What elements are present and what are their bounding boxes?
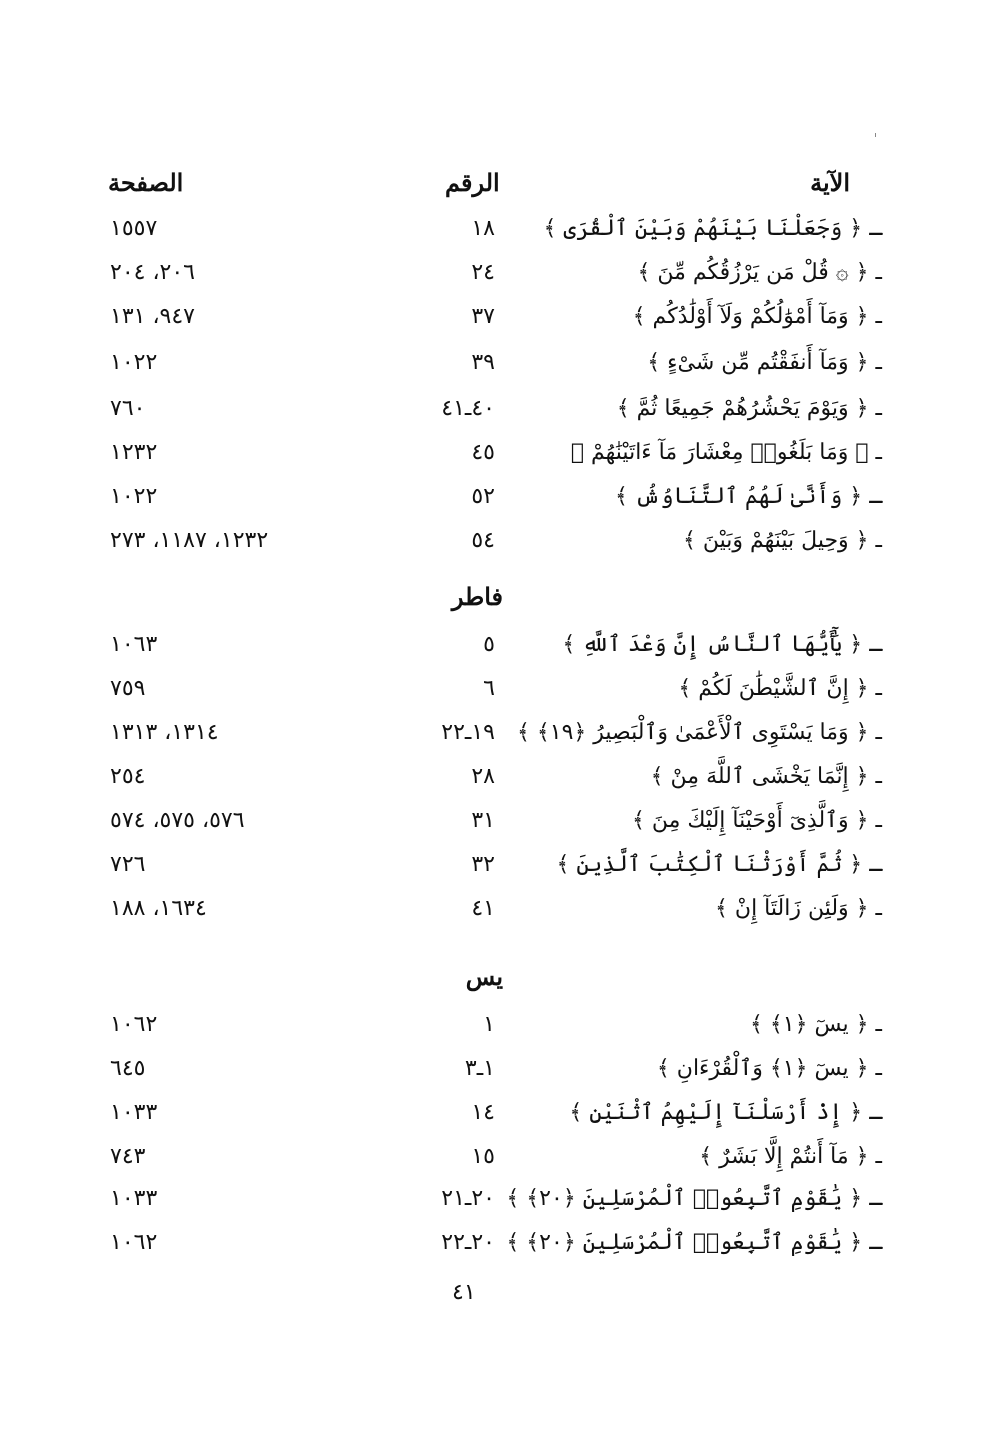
page-refs: ٦٤٥ <box>110 1056 146 1081</box>
page-refs: ١٢٣٢ <box>110 440 158 465</box>
page-refs: ١٠٢٢ <box>110 484 158 509</box>
ayah-number: ١٥ <box>471 1144 495 1169</box>
page-refs: ١٢٣٢، ١١٨٧، ٢٧٣ <box>110 528 269 553</box>
page-refs: ٧٢٦ <box>110 852 146 877</box>
ayah-text: ـ ﴿ وَمَآ أَمْوَٰلُكُمْ وَلَآ أَوْلَٰدُكُم ﴾ <box>632 304 882 329</box>
page-refs: ١٣١٤، ١٣١٣ <box>110 720 219 745</box>
table-row <box>0 440 1000 484</box>
ayah-text: ـ ﴿ إِنَّ ٱلشَّيْطَٰنَ لَكُمْ ﴾ <box>678 676 882 701</box>
table-row <box>0 720 1000 764</box>
ayah-number: ٤٥ <box>471 440 495 465</box>
ayah-number: ٤٠ـ٤١ <box>441 396 495 421</box>
table-row <box>0 852 1000 896</box>
ayah-text: ـ ﴿ يسٓ ﴿١﴾ وَٱلْقُرْءَانِ ﴾ <box>656 1056 882 1081</box>
page-refs: ٢٠٦، ٢٠٤ <box>110 260 195 285</box>
ayah-number: ٦ <box>483 676 495 701</box>
ayah-number: ٣٩ <box>471 350 495 375</box>
table-row <box>0 764 1000 808</box>
page-refs: ١٠٣٣ <box>110 1100 158 1125</box>
ayah-number: ٢٠ـ٢١ <box>441 1186 495 1211</box>
ayah-text: ـ ﴿ وَمَا يَسْتَوِى ٱلْأَعْمَىٰ وَٱلْبَصِيرُ ﴿١٩﴾ ﴾ <box>516 720 882 745</box>
ayah-text: ـ ﴿ يَٰٓأَيُّهَا ٱلنَّاسُ إِنَّ وَعْدَ ٱللَّهِ ﴾ <box>562 632 882 657</box>
ayah-text: ـ ﴿ وَمَا بَلَغُوا۟ مِعْشَارَ مَآ ءَاتَيْنَٰهُمْ ﴾ <box>570 440 882 465</box>
ayah-number: ٣٢ <box>471 852 495 877</box>
table-row <box>0 1144 1000 1188</box>
ayah-text: ـ ﴿ وَٱلَّذِىٓ أَوْحَيْنَآ إِلَيْكَ مِنَ ﴾ <box>631 808 882 833</box>
page-refs: ١٦٣٤، ١٨٨ <box>110 896 207 921</box>
ayah-text: ـ ﴿ وَحِيلَ بَيْنَهُمْ وَبَيْنَ ﴾ <box>682 528 882 553</box>
ayah-text: ـ ﴿ وَأَنَّىٰ لَهُمُ ٱلتَّنَاوُشُ ﴾ <box>615 484 882 509</box>
header-number: الرقم <box>445 168 500 197</box>
table-row <box>0 1012 1000 1056</box>
table-row <box>0 260 1000 304</box>
ayah-number: ٢٨ <box>471 764 495 789</box>
table-row <box>0 808 1000 852</box>
ayah-number: ٥٤ <box>471 528 495 553</box>
surah-heading <box>0 962 1000 1002</box>
table-row <box>0 216 1000 260</box>
ayah-number: ٣٧ <box>471 304 495 329</box>
ayah-number: ٥ <box>483 632 495 657</box>
ayah-text: ـ ﴿ وَيَوْمَ يَحْشُرُهُمْ جَمِيعًا ثُمَّ ﴾ <box>616 396 882 421</box>
ayah-number: ١ <box>483 1012 495 1037</box>
ayah-text: ـ ﴿ يَٰقَوْمِ ٱتَّبِعُوا۟ ٱلْمُرْسَلِينَ ﴿٢٠﴾ ﴾ <box>506 1230 882 1255</box>
ayah-text: ـ ﴿ يَٰقَوْمِ ٱتَّبِعُوا۟ ٱلْمُرْسَلِينَ ﴿٢٠﴾ ﴾ <box>506 1186 882 1211</box>
page-refs: ٧٥٩ <box>110 676 146 701</box>
ayah-text: ـ ﴿ وَمَآ أَنفَقْتُم مِّن شَىْءٍ ﴾ <box>647 350 882 375</box>
page-refs: ١٠٦٢ <box>110 1012 158 1037</box>
ayah-text: ـ ﴿ إِنَّمَا يَخْشَى ٱللَّهَ مِنْ ﴾ <box>650 764 882 789</box>
table-row <box>0 1186 1000 1230</box>
table-row <box>0 350 1000 394</box>
page-refs: ١٠٢٢ <box>110 350 158 375</box>
ayah-text: ـ ﴿ ثُمَّ أَوْرَثْنَا ٱلْكِتَٰبَ ٱلَّذِينَ ﴾ <box>556 852 882 877</box>
header-ayah: الآية <box>810 168 850 197</box>
table-row <box>0 304 1000 348</box>
surah-title: فاطر <box>451 582 503 611</box>
page-refs: ٥٧٦، ٥٧٥، ٥٧٤ <box>110 808 245 833</box>
ayah-number: ٢٠ـ٢٢ <box>441 1230 495 1255</box>
ayah-number: ٣١ <box>471 808 495 833</box>
column-headers <box>0 168 1000 208</box>
ayah-text: ـ ﴿ ۞ قُلْ مَن يَرْزُقُكُم مِّنَ ﴾ <box>637 260 882 285</box>
margin-mark <box>875 133 876 137</box>
table-row <box>0 632 1000 676</box>
ayah-text: ـ ﴿ وَلَئِن زَالَتَآ إِنْ ﴾ <box>715 896 882 921</box>
page-refs: ١٥٥٧ <box>110 216 158 241</box>
page-refs: ١٠٦٢ <box>110 1230 158 1255</box>
page-refs: ٢٥٤ <box>110 764 146 789</box>
ayah-text: ـ ﴿ وَجَعَلْنَا بَيْنَهُمْ وَبَيْنَ ٱلْقُرَى ﴾ <box>543 216 882 241</box>
ayah-number: ١ـ٣ <box>464 1056 495 1081</box>
page-refs: ٩٤٧، ١٣١ <box>110 304 195 329</box>
table-row <box>0 1230 1000 1274</box>
ayah-text: ـ ﴿ يسٓ ﴿١﴾ ﴾ <box>750 1012 882 1037</box>
surah-title: يس <box>465 962 503 991</box>
ayah-number: ٢٤ <box>471 260 495 285</box>
ayah-number: ٥٢ <box>471 484 495 509</box>
ayah-text: ـ ﴿ إِذْ أَرْسَلْنَآ إِلَيْهِمُ ٱثْنَيْنِ ﴾ <box>569 1100 882 1125</box>
ayah-number: ١٨ <box>471 216 495 241</box>
ayah-number: ٤١ <box>471 896 495 921</box>
ayah-number: ١٤ <box>471 1100 495 1125</box>
page-refs: ١٠٦٣ <box>110 632 158 657</box>
header-page: الصفحة <box>108 168 184 197</box>
ayah-text: ـ ﴿ مَآ أَنتُمْ إِلَّا بَشَرٌ ﴾ <box>699 1144 882 1169</box>
table-row <box>0 1056 1000 1100</box>
page-refs: ١٠٣٣ <box>110 1186 158 1211</box>
table-row <box>0 896 1000 940</box>
page-number: ٤١ <box>452 1280 476 1305</box>
page-refs: ٧٦٠ <box>110 396 146 421</box>
page-refs: ٧٤٣ <box>110 1144 146 1169</box>
table-row <box>0 676 1000 720</box>
table-row <box>0 528 1000 572</box>
table-row <box>0 396 1000 440</box>
table-row <box>0 484 1000 528</box>
surah-heading <box>0 582 1000 622</box>
table-row <box>0 1100 1000 1144</box>
ayah-number: ١٩ـ٢٢ <box>441 720 495 745</box>
